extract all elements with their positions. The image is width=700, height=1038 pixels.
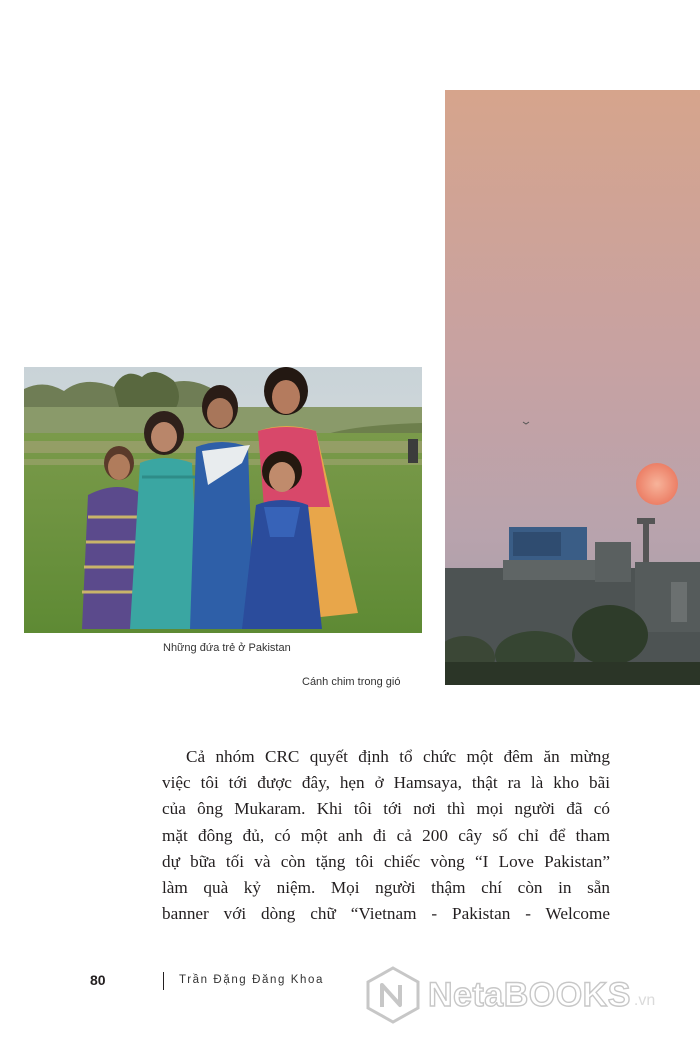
sunset-photo xyxy=(445,90,700,685)
children-photo xyxy=(24,367,422,633)
netabooks-watermark xyxy=(364,960,694,1030)
body-line: dự bữa tối và còn tặng tôi chiếc vòng “I Love Pakistan” xyxy=(162,851,610,871)
children-photo-caption: Những đứa trẻ ở Pakistan xyxy=(163,642,291,654)
body-line: việc tôi tới được đây, hẹn ở Hamsaya, thật ra là kho bãi xyxy=(162,773,610,793)
sunset-photo-caption: Cánh chim trong gió xyxy=(302,676,401,688)
body-line: banner với dòng chữ “Vietnam - Pakistan - Welcome xyxy=(162,904,610,924)
body-line: mặt đông đủ, có một anh đi cả 200 cây số chỉ để tham xyxy=(162,825,610,845)
footer-divider xyxy=(163,972,164,990)
body-paragraph xyxy=(162,744,610,927)
running-head-author: Trần Đặng Đăng Khoa xyxy=(179,974,325,986)
body-line: làm quà kỷ niệm. Mọi người thậm chí còn in sẵn xyxy=(162,878,610,898)
n-logo-icon xyxy=(364,965,422,1025)
page-number: 80 xyxy=(90,972,106,988)
watermark-suffix: .vn xyxy=(633,992,656,1009)
watermark-brand: NetaBOOKS xyxy=(428,975,631,1014)
body-line: của ông Mukaram. Khi tôi tới nơi thì mọi người đã có xyxy=(162,799,610,819)
body-line: Cả nhóm CRC quyết định tổ chức một đêm ăn mừng xyxy=(186,747,610,766)
